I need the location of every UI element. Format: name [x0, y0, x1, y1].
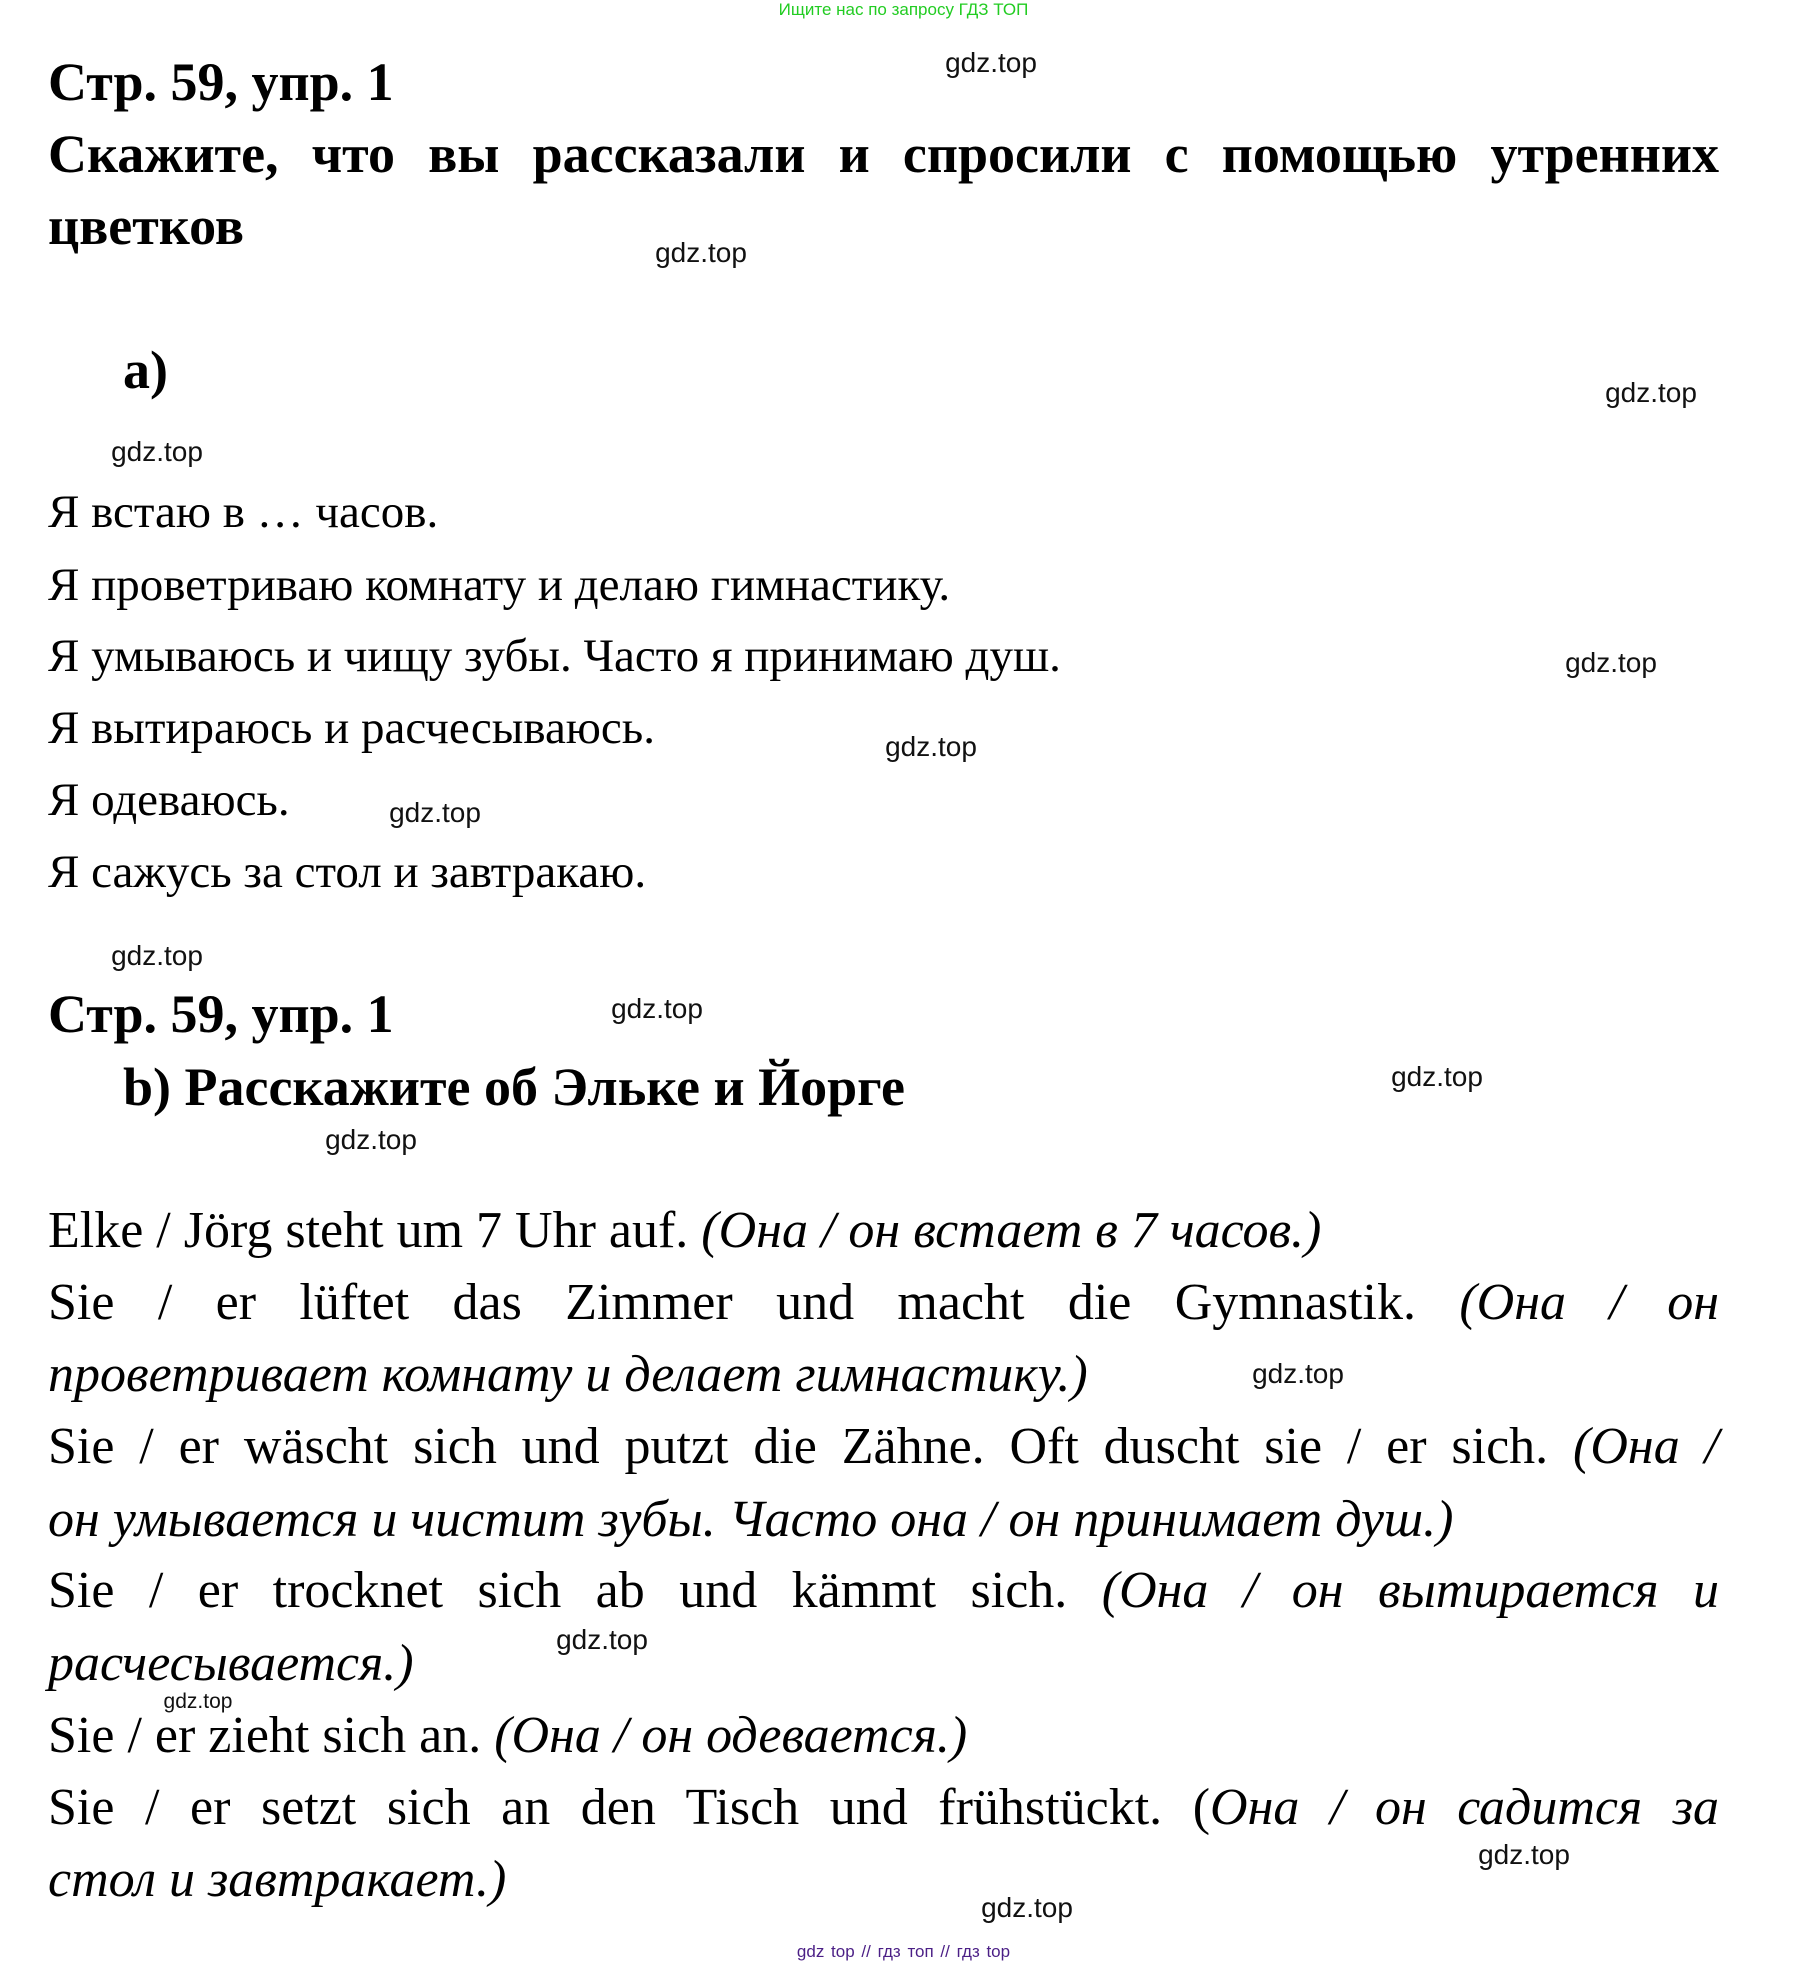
translation-text: расчесывается.) — [48, 1635, 414, 1692]
translation-text: (Она / он вытирается и — [1101, 1562, 1719, 1619]
section-b-title: Стр. 59, упр. 1 — [48, 984, 394, 1044]
answer-line: Я проветриваю комнату и делаю гимнастику. — [48, 559, 951, 611]
answer-line: Я сажусь за стол и завтракаю. — [48, 846, 647, 898]
search-banner: Ищите нас по запросу ГДЗ ТОП — [778, 0, 1029, 19]
german-text: Elke / Jörg steht um 7 Uhr auf. — [48, 1202, 702, 1259]
section-a-heading-line1: Скажите, что вы рассказали и спросили с помощью утренних — [48, 124, 1719, 184]
story-line — [48, 1344, 1719, 1406]
translation-text: он умывается и чистит зубы. Часто она / он принимает душ.) — [48, 1491, 1454, 1548]
watermark: gdz.top — [885, 731, 977, 762]
section-a-label: а) — [123, 340, 168, 400]
german-text: Sie / er zieht sich an. — [48, 1707, 495, 1764]
german-text: Sie / er setzt sich an den Tisch und frühstückt. ( — [48, 1779, 1211, 1836]
translation-text: (Она / он встает в 7 часов.) — [701, 1202, 1322, 1259]
story-line — [48, 1705, 1719, 1767]
story-line — [48, 1777, 1719, 1839]
story-line — [48, 1489, 1719, 1551]
story-line — [48, 1560, 1719, 1622]
answer-line: Я встаю в … часов. — [48, 486, 439, 538]
story-line — [48, 1272, 1719, 1334]
translation-text: Она / он садится за — [1210, 1779, 1719, 1836]
footer-links: gdz top // гдз топ // гдз top — [796, 1942, 1011, 1961]
watermark: gdz.top — [325, 1124, 417, 1155]
translation-text: (Она / он — [1459, 1274, 1719, 1331]
story-line — [48, 1633, 1719, 1695]
german-text: Sie / er wäscht sich und putzt die Zähne. Oft duscht sie / er sich. — [48, 1418, 1574, 1475]
watermark: gdz.top — [1605, 377, 1697, 408]
section-b-heading: b) Расскажите об Эльке и Йорге — [123, 1057, 905, 1117]
answer-line: Я умываюсь и чищу зубы. Часто я принимаю душ. — [48, 630, 1061, 682]
answer-line: Я вытираюсь и расчесываюсь. — [48, 702, 655, 754]
translation-text: (Она / он одевается.) — [494, 1707, 968, 1764]
watermark: gdz.top — [1391, 1061, 1483, 1092]
watermark: gdz.top — [981, 1892, 1073, 1923]
story-line — [48, 1849, 1719, 1911]
answer-line: Я одеваюсь. — [48, 774, 290, 826]
story-line — [48, 1416, 1719, 1478]
translation-text: (Она / — [1573, 1418, 1719, 1475]
watermark: gdz.top — [1565, 647, 1657, 678]
watermark: gdz.top — [163, 1690, 233, 1713]
watermark: gdz.top — [556, 1624, 648, 1655]
watermark: gdz.top — [1478, 1839, 1570, 1870]
story-line — [48, 1200, 1719, 1262]
german-text: Sie / er trocknet sich ab und kämmt sich. — [48, 1562, 1102, 1619]
watermark: gdz.top — [655, 237, 747, 268]
watermark: gdz.top — [945, 47, 1037, 78]
translation-text: проветривает комнату и делает гимнастику.) — [48, 1346, 1088, 1403]
watermark: gdz.top — [111, 436, 203, 467]
section-a-heading-line2: цветков — [48, 196, 244, 256]
watermark: gdz.top — [111, 940, 203, 971]
translation-text: стол и завтракает.) — [48, 1851, 507, 1908]
watermark: gdz.top — [611, 993, 703, 1024]
watermark: gdz.top — [1252, 1358, 1344, 1389]
german-text: Sie / er lüftet das Zimmer und macht die Gymnastik. — [48, 1274, 1460, 1331]
watermark: gdz.top — [389, 797, 481, 828]
section-a-title: Стр. 59, упр. 1 — [48, 52, 394, 112]
